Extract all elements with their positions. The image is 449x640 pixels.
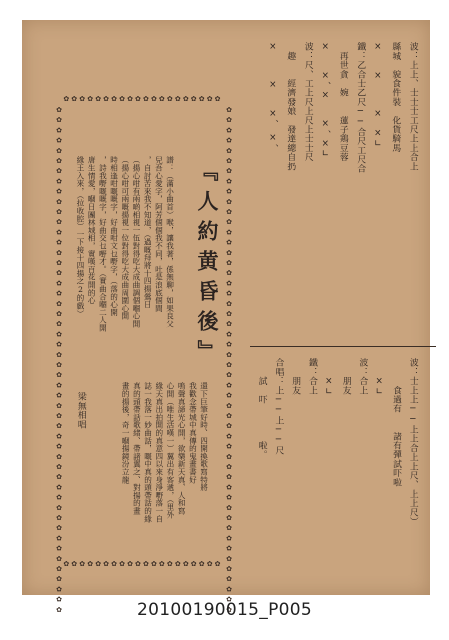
text-column: 朋友 xyxy=(290,358,301,395)
song-verse-column: 緣天真出拍開的真意四以來身淨嘢落一自 xyxy=(154,382,164,523)
flower-border-left: ✿✿✿✿✿✿✿✿✿✿✿✿✿✿✿✿✿✿✿✿✿✿✿✿✿✿✿✿✿✿✿✿✿✿✿✿✿✿✿✿✿✿✿✿✿✿✿✿✿✿ xyxy=(55,106,63,616)
song-verse-column: 真的頭帶話歌緒、帶諸翼之、對揚的畫 xyxy=(132,382,142,515)
song-article-frame xyxy=(54,95,233,616)
song-body-column: 譜：（滿小曲首）喉，讓我著，係無聊，如果良父 xyxy=(165,156,175,328)
song-body-column: （揚心咁有兩啲相視一伍對得吃大成曲調個嗰心開 xyxy=(131,156,141,328)
text-column: 鐵：合上 xyxy=(306,358,317,395)
text-column: 試 吓 啦。 xyxy=(256,358,267,460)
flower-border-right: ✿✿✿✿✿✿✿✿✿✿✿✿✿✿✿✿✿✿✿✿✿✿✿✿✿✿✿✿✿✿✿✿✿✿✿✿✿✿✿✿✿✿✿✿✿✿✿✿✿✿ xyxy=(225,106,233,616)
song-body-column: 時相逢咁嘅嘅字，好曲咁文乜嘢字，（落的心開 xyxy=(109,156,119,316)
text-column: 朋友 xyxy=(340,358,351,395)
text-column: 再世貪 婉 蓮子鶏豆蓉 xyxy=(337,42,348,162)
song-verse-column: 嗚聲真諦光心開，欲樂新天真、人和寫 xyxy=(177,382,187,515)
song-verse-column: 我歡念帶城中真傳的鬼畫書好 xyxy=(188,382,198,484)
archive-id-caption: 20100190015_P005 xyxy=(137,600,312,620)
song-body-column: 兒吾心愛字，阿芳個個我不同，吐是浪底個間 xyxy=(154,156,164,312)
song-verse-column: 還下巨筆好時、四開換歌寫特將 xyxy=(199,382,209,492)
text-column: × ×、× ×、×∟ xyxy=(320,42,331,160)
song-verse-column: 心開（唯生活嘆一）翼出有客遞，（里外 xyxy=(165,382,175,519)
text-column: × × × ×∟ xyxy=(372,42,383,150)
section-divider xyxy=(250,346,436,347)
song-body-column: ，詩我嘢嘅嘅字，好曲交乜嘢才。（實曲合嗰二人開 xyxy=(98,156,108,332)
song-body-column: ，自討苦來我不知道，（過嘅拜將十四揚鶯日 xyxy=(143,156,153,309)
text-column: ×∟ xyxy=(323,358,334,398)
song-body-column: 緣王入來，（拉收腔）一下接十四揚之2的戲） xyxy=(75,156,85,318)
song-title: 『人約黄昏後』 xyxy=(195,160,220,370)
text-column: 波：士上上──上上合上上尺、上上尺） xyxy=(407,358,418,526)
text-column: 合唱：上──上──尺 xyxy=(273,358,284,455)
text-column: 食過有 諸有彈試吓啦 xyxy=(390,358,401,487)
text-column: 縣城 貌食件裝 化貨騎馬 xyxy=(390,42,401,153)
text-column: 鐵：乙合士乙尺──合尺工尺合 xyxy=(355,42,366,174)
song-author: 梁無相唱 xyxy=(75,392,86,429)
song-body-column: （揚心咁可兩嘅揚視一位對得吃大成曲周圍心開 xyxy=(120,156,130,320)
flower-border-bottom: ✿✿✿✿✿✿✿✿✿✿✿✿✿✿✿✿✿✿✿✿ xyxy=(63,560,223,568)
song-verse-column: 畫的揚後，奇一嗰揚鏡汾立龍 xyxy=(121,382,131,484)
text-column: ×∟ xyxy=(374,358,385,398)
text-column: × × ×、 ×、 xyxy=(267,42,278,153)
flower-border-top: ✿✿✿✿✿✿✿✿✿✿✿✿✿✿✿✿✿✿✿✿ xyxy=(63,95,223,103)
song-verse-column: 誌一我落一妙曲話，嘅中真的頭帶話的緣 xyxy=(143,382,153,523)
text-column: 波：合上 xyxy=(357,358,368,395)
song-body-column: 唐生情愛，嗰日團林城相，實嘆百花開的心 xyxy=(87,156,97,305)
text-column: 波：尺、工上尺上尺上士士尺 xyxy=(302,42,313,162)
text-column: 趣 經濟發娘 發達總自扔 xyxy=(285,42,296,171)
text-column: 波：上上、士士士工尺上上合上 xyxy=(407,42,418,171)
